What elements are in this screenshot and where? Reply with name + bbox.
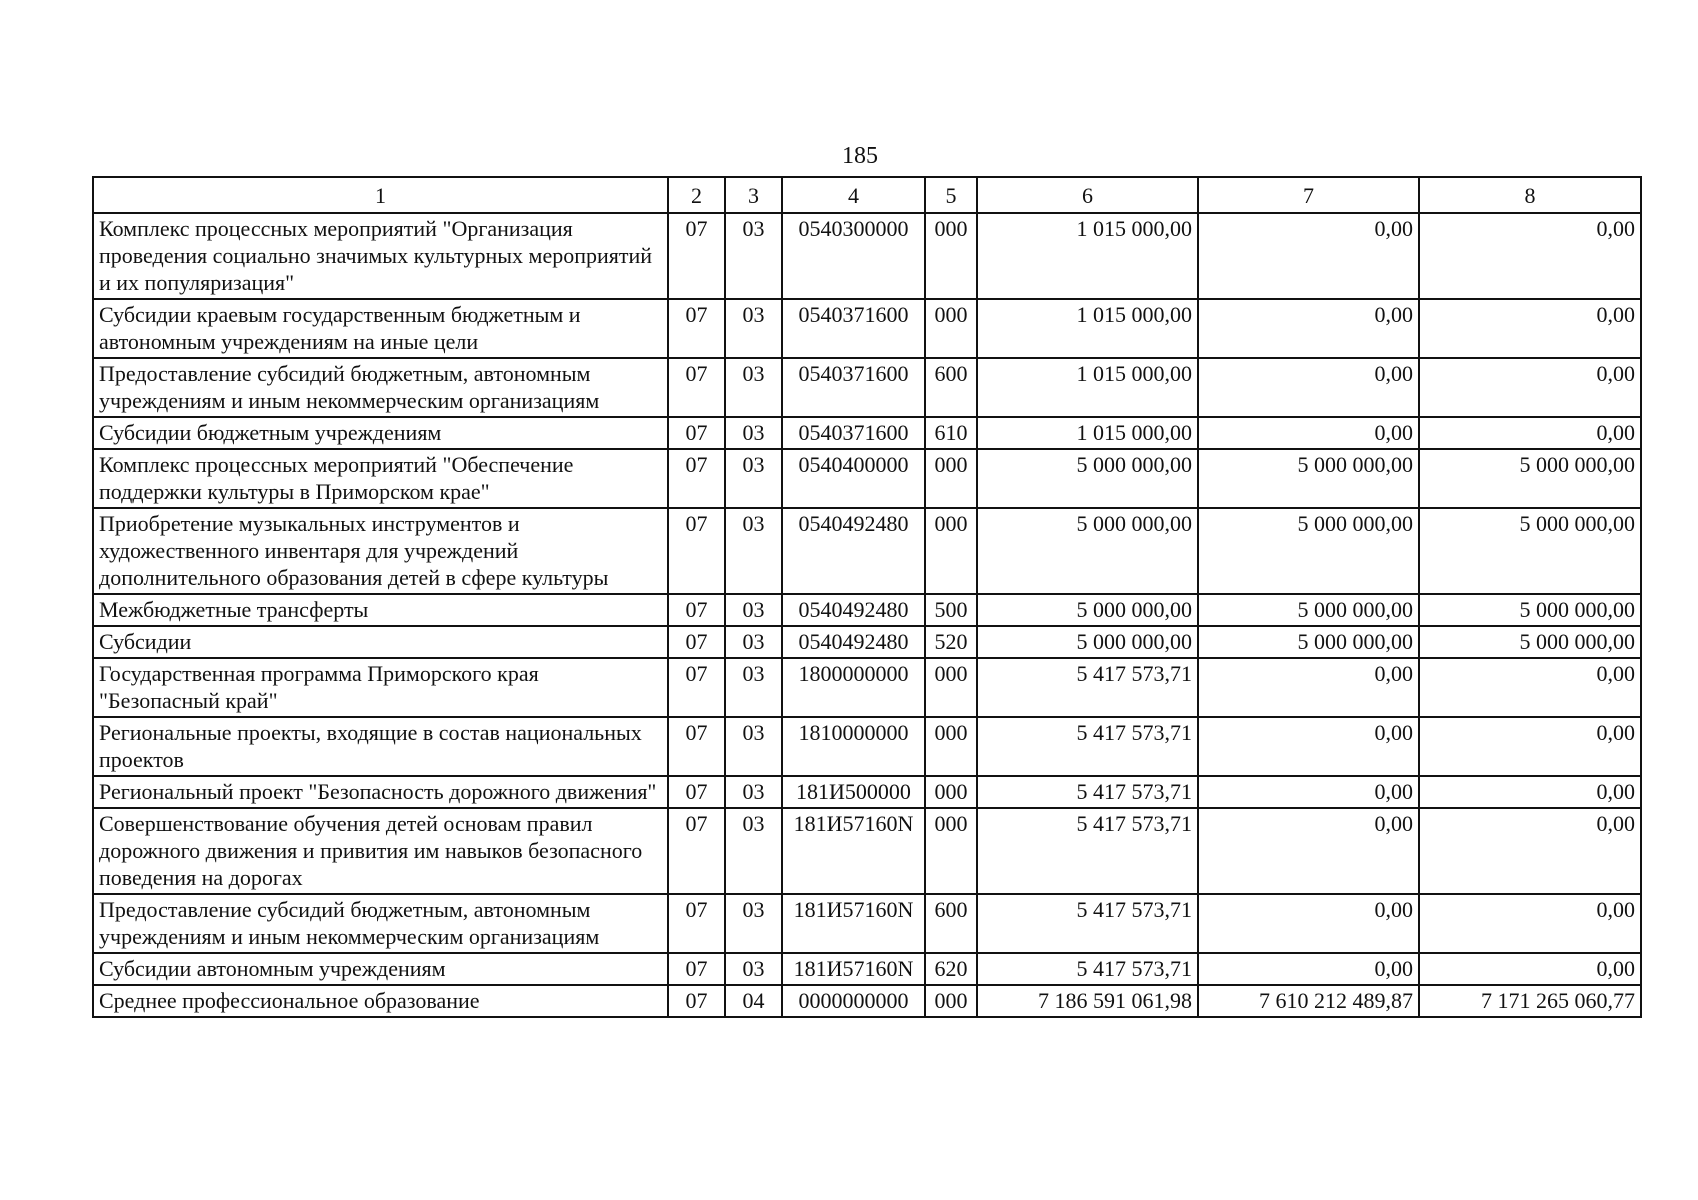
amount-year1-cell: 5 417 573,71 [977,658,1198,717]
table-row [93,417,1641,449]
table-row [93,358,1641,417]
subsection-code-cell: 03 [725,358,782,417]
subsection-code-cell: 03 [725,213,782,299]
amount-year3-cell: 0,00 [1419,953,1641,985]
amount-year3-cell: 0,00 [1419,299,1641,358]
column-header: 8 [1419,177,1641,213]
amount-year1-cell: 1 015 000,00 [977,358,1198,417]
expense-name-cell: Межбюджетные трансферты [93,594,668,626]
page-number: 185 [842,143,878,169]
expense-name-cell: Приобретение музыкальных инструментов и художественного инвентаря для учреждений дополнительного образования детей в сфере культуры [93,508,668,594]
subsection-code-cell: 03 [725,953,782,985]
expense-name-cell: Региональный проект "Безопасность дорожного движения" [93,776,668,808]
amount-year3-cell: 0,00 [1419,658,1641,717]
column-header: 1 [93,177,668,213]
section-code-cell: 07 [668,626,725,658]
amount-year2-cell: 0,00 [1198,658,1419,717]
subsection-code-cell: 04 [725,985,782,1017]
amount-year2-cell: 5 000 000,00 [1198,508,1419,594]
expense-name-cell: Субсидии автономным учреждениям [93,953,668,985]
section-code-cell: 07 [668,417,725,449]
expense-type-cell: 620 [925,953,977,985]
section-code-cell: 07 [668,776,725,808]
expense-type-cell: 610 [925,417,977,449]
expense-type-cell: 000 [925,776,977,808]
section-code-cell: 07 [668,299,725,358]
column-number-row [93,177,1641,213]
amount-year2-cell: 7 610 212 489,87 [1198,985,1419,1017]
amount-year3-cell: 5 000 000,00 [1419,449,1641,508]
amount-year1-cell: 1 015 000,00 [977,417,1198,449]
amount-year3-cell: 0,00 [1419,358,1641,417]
amount-year2-cell: 0,00 [1198,717,1419,776]
table-row [93,717,1641,776]
amount-year2-cell: 0,00 [1198,213,1419,299]
amount-year2-cell: 5 000 000,00 [1198,449,1419,508]
section-code-cell: 07 [668,358,725,417]
expense-name-cell: Региональные проекты, входящие в состав национальных проектов [93,717,668,776]
section-code-cell: 07 [668,449,725,508]
expense-type-cell: 000 [925,717,977,776]
amount-year3-cell: 0,00 [1419,717,1641,776]
target-article-cell: 0540371600 [782,299,925,358]
amount-year3-cell: 0,00 [1419,213,1641,299]
expense-name-cell: Совершенствование обучения детей основам правил дорожного движения и привития им навыков безопасного поведения на дорогах [93,808,668,894]
amount-year3-cell: 0,00 [1419,808,1641,894]
section-code-cell: 07 [668,658,725,717]
amount-year3-cell: 5 000 000,00 [1419,626,1641,658]
table-row [93,894,1641,953]
target-article-cell: 0540492480 [782,508,925,594]
table-row [93,594,1641,626]
amount-year3-cell: 0,00 [1419,417,1641,449]
expense-name-cell: Предоставление субсидий бюджетным, автономным учреждениям и иным некоммерческим организациям [93,894,668,953]
subsection-code-cell: 03 [725,717,782,776]
expense-name-cell: Субсидии краевым государственным бюджетным и автономным учреждениям на иные цели [93,299,668,358]
amount-year1-cell: 5 417 573,71 [977,717,1198,776]
amount-year3-cell: 0,00 [1419,776,1641,808]
table-row [93,985,1641,1017]
amount-year1-cell: 5 417 573,71 [977,808,1198,894]
section-code-cell: 07 [668,594,725,626]
expense-name-cell: Субсидии [93,626,668,658]
amount-year2-cell: 0,00 [1198,299,1419,358]
table-row [93,658,1641,717]
amount-year1-cell: 5 417 573,71 [977,776,1198,808]
budget-table [92,176,1642,1018]
target-article-cell: 181И57160N [782,808,925,894]
expense-type-cell: 520 [925,626,977,658]
amount-year1-cell: 1 015 000,00 [977,299,1198,358]
amount-year2-cell: 0,00 [1198,776,1419,808]
column-header: 4 [782,177,925,213]
target-article-cell: 181И57160N [782,894,925,953]
subsection-code-cell: 03 [725,508,782,594]
amount-year2-cell: 5 000 000,00 [1198,594,1419,626]
expense-type-cell: 000 [925,299,977,358]
expense-type-cell: 000 [925,449,977,508]
subsection-code-cell: 03 [725,808,782,894]
section-code-cell: 07 [668,213,725,299]
table-row [93,508,1641,594]
section-code-cell: 07 [668,508,725,594]
section-code-cell: 07 [668,985,725,1017]
amount-year2-cell: 0,00 [1198,358,1419,417]
target-article-cell: 181И57160N [782,953,925,985]
subsection-code-cell: 03 [725,299,782,358]
target-article-cell: 0540492480 [782,626,925,658]
column-header: 6 [977,177,1198,213]
table-row [93,213,1641,299]
table-row [93,776,1641,808]
expense-type-cell: 600 [925,894,977,953]
target-article-cell: 0540400000 [782,449,925,508]
target-article-cell: 0540300000 [782,213,925,299]
expense-name-cell: Комплекс процессных мероприятий "Обеспечение поддержки культуры в Приморском крае" [93,449,668,508]
column-header: 7 [1198,177,1419,213]
amount-year1-cell: 7 186 591 061,98 [977,985,1198,1017]
expense-type-cell: 000 [925,985,977,1017]
column-header: 2 [668,177,725,213]
amount-year1-cell: 5 000 000,00 [977,508,1198,594]
amount-year1-cell: 1 015 000,00 [977,213,1198,299]
amount-year1-cell: 5 000 000,00 [977,594,1198,626]
column-header: 5 [925,177,977,213]
expense-name-cell: Комплекс процессных мероприятий "Организация проведения социально значимых культурных мероприятий и их популяризация" [93,213,668,299]
subsection-code-cell: 03 [725,417,782,449]
amount-year3-cell: 7 171 265 060,77 [1419,985,1641,1017]
subsection-code-cell: 03 [725,894,782,953]
amount-year3-cell: 5 000 000,00 [1419,508,1641,594]
amount-year2-cell: 0,00 [1198,808,1419,894]
expense-name-cell: Государственная программа Приморского края "Безопасный край" [93,658,668,717]
target-article-cell: 0000000000 [782,985,925,1017]
amount-year1-cell: 5 417 573,71 [977,894,1198,953]
table-row [93,808,1641,894]
expense-type-cell: 000 [925,213,977,299]
subsection-code-cell: 03 [725,776,782,808]
section-code-cell: 07 [668,808,725,894]
expense-type-cell: 000 [925,808,977,894]
target-article-cell: 1800000000 [782,658,925,717]
target-article-cell: 0540371600 [782,417,925,449]
column-header: 3 [725,177,782,213]
target-article-cell: 181И500000 [782,776,925,808]
expense-name-cell: Среднее профессиональное образование [93,985,668,1017]
expense-type-cell: 000 [925,658,977,717]
amount-year2-cell: 0,00 [1198,417,1419,449]
table-row [93,626,1641,658]
subsection-code-cell: 03 [725,658,782,717]
amount-year1-cell: 5 000 000,00 [977,449,1198,508]
section-code-cell: 07 [668,953,725,985]
amount-year3-cell: 0,00 [1419,894,1641,953]
amount-year1-cell: 5 000 000,00 [977,626,1198,658]
expense-name-cell: Субсидии бюджетным учреждениям [93,417,668,449]
section-code-cell: 07 [668,894,725,953]
expense-type-cell: 000 [925,508,977,594]
section-code-cell: 07 [668,717,725,776]
expense-type-cell: 600 [925,358,977,417]
subsection-code-cell: 03 [725,594,782,626]
target-article-cell: 1810000000 [782,717,925,776]
amount-year2-cell: 0,00 [1198,953,1419,985]
amount-year1-cell: 5 417 573,71 [977,953,1198,985]
amount-year2-cell: 0,00 [1198,894,1419,953]
expense-type-cell: 500 [925,594,977,626]
subsection-code-cell: 03 [725,449,782,508]
target-article-cell: 0540492480 [782,594,925,626]
table-row [93,299,1641,358]
amount-year3-cell: 5 000 000,00 [1419,594,1641,626]
subsection-code-cell: 03 [725,626,782,658]
table-row [93,953,1641,985]
expense-name-cell: Предоставление субсидий бюджетным, автономным учреждениям и иным некоммерческим организациям [93,358,668,417]
target-article-cell: 0540371600 [782,358,925,417]
table-row [93,449,1641,508]
amount-year2-cell: 5 000 000,00 [1198,626,1419,658]
budget-table-body [93,213,1641,1017]
